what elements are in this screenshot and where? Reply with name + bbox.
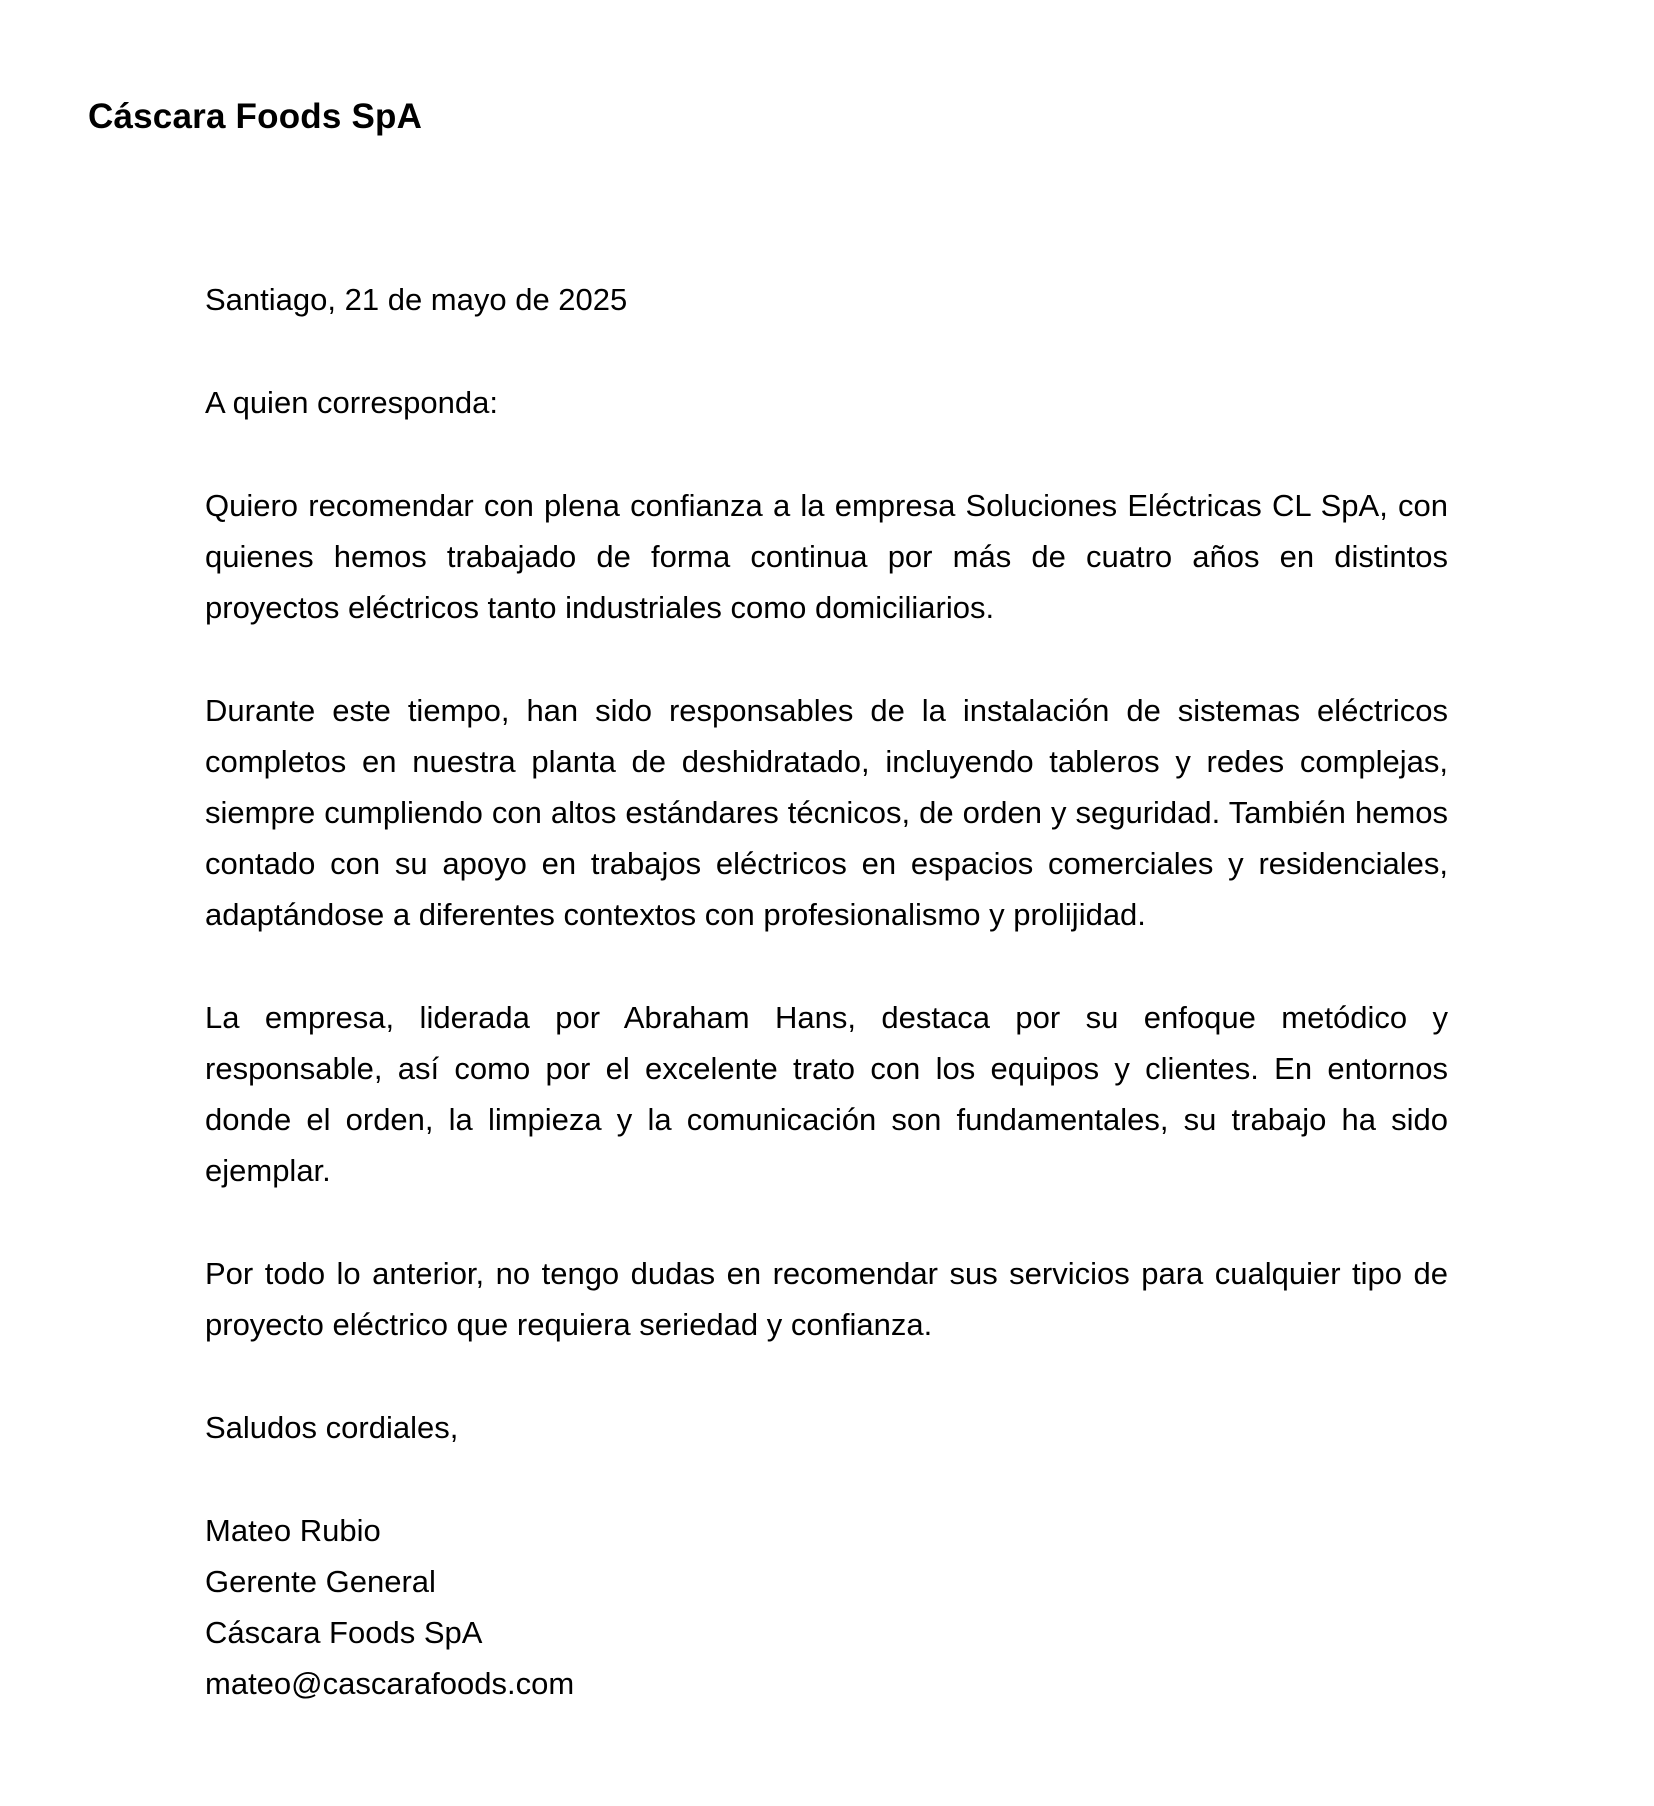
paragraph-work-history: Durante este tiempo, han sido responsables de la instalación de sistemas eléctricos completos en nuestra planta de deshidratado, incluyendo tableros y redes complejas, siempre cumpliendo con altos estándares técnicos, de orden y seguridad. También hemos contado con su apoyo en trabajos eléctricos en espacios comerciales y residenciales, adaptándose a diferentes contextos con profesionalismo y prolijidad. bbox=[205, 693, 1448, 932]
signature-block bbox=[205, 1505, 1448, 1709]
letter-body bbox=[205, 274, 1448, 1709]
signature-email: mateo@cascarafoods.com bbox=[205, 1666, 575, 1701]
closing: Saludos cordiales, bbox=[205, 1410, 459, 1445]
paragraph-recommendation: Por todo lo anterior, no tengo dudas en recomendar sus servicios para cualquier tipo de proyecto eléctrico que requiera seriedad y confianza. bbox=[205, 1256, 1448, 1342]
paragraph-introduction: Quiero recomendar con plena confianza a la empresa Soluciones Eléctricas CL SpA, con quienes hemos trabajado de forma continua por más de cuatro años en distintos proyectos eléctricos tanto industriales como domiciliarios. bbox=[205, 488, 1448, 625]
company-header: Cáscara Foods SpA bbox=[88, 97, 423, 136]
paragraph-leadership: La empresa, liderada por Abraham Hans, destaca por su enfoque metódico y responsable, así como por el excelente trato con los equipos y clientes. En entornos donde el orden, la limpieza y la comunicación son fundamentales, su trabajo ha sido ejemplar. bbox=[205, 1000, 1448, 1188]
salutation: A quien corresponda: bbox=[205, 385, 498, 420]
signature-company: Cáscara Foods SpA bbox=[205, 1615, 483, 1650]
date-line: Santiago, 21 de mayo de 2025 bbox=[205, 282, 628, 317]
signature-name: Mateo Rubio bbox=[205, 1513, 381, 1548]
signature-title: Gerente General bbox=[205, 1564, 436, 1599]
